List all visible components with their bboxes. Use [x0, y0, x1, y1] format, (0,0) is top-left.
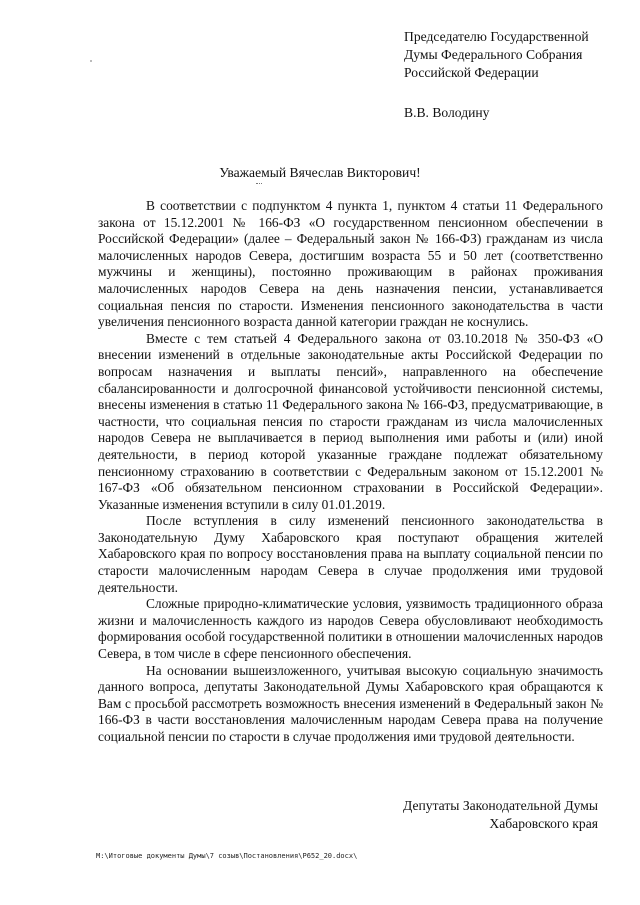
body-paragraph: Вместе с тем статьей 4 Федерального закона от 03.10.2018 № 350-ФЗ «О внесении изменений в отдельные законодательные акты Российской Федерации по вопросам назначения и выплаты пенсий», направленного на обеспечение сбалансированности и долгосрочной финансовой устойчивости пенсионной системы, внесены изменения в статью 11 Федерального закона № 166-ФЗ, предусматривающие, в частности, что социальная пенсия по старости гражданам из числа малочисленных народов Севера не выплачивается в период выполнения ими работы и (или) иной деятельности, в период которой указанные граждане подлежат обязательному пенсионному страхованию в соответствии с Федеральным законом от 15.12.2001 № 167-ФЗ «Об обязательном пенсионном страховании в Российской Федерации». Указанные изменения вступили в силу 01.01.2019.	[98, 330, 603, 512]
body-paragraph: В соответствии с подпунктом 4 пункта 1, пунктом 4 статьи 11 Федерального закона от 15.12.2001 № 166-ФЗ «О государственном пенсионном обеспечении в Российской Федерации» (далее – Федеральный закон № 166-ФЗ) гражданам из числа малочисленных народов Севера, достигшим возраста 55 и 50 лет (соответственно мужчины и женщины), постоянно проживающим в районах проживания малочисленных народов Севера на день назначения пенсии, устанавливается социальная пенсия по старости. Изменения пенсионного законодательства в части увеличения пенсионного возраста данной категории граждан не коснулись.	[98, 198, 603, 330]
body-paragraph: Сложные природно-климатические условия, уязвимость традиционного образа жизни и малочисленность каждого из народов Севера обусловливают необходимость формирования особой государственной политики в отношении малочисленных народов Севера, в том числе в сфере пенсионного обеспечения.	[98, 596, 603, 662]
greeting: Уважаемый Вячеслав Викторович!	[219, 165, 421, 180]
addressee-line: Думы Федерального Собрания	[404, 47, 583, 62]
addressee-line: Российской Федерации	[404, 65, 539, 80]
body-paragraph: После вступления в силу изменений пенсионного законодательства в Законодательную Думу Хабаровского края поступают обращения жителей Хабаровского края по вопросу восстановления права на выплату социальной пенсии по старости малочисленным народам Севера в случае продолжения ими трудовой деятельности.	[98, 513, 603, 595]
signature-line: Хабаровского края	[489, 816, 598, 831]
signature-line: Депутаты Законодательной Думы	[403, 798, 598, 813]
letter-body	[98, 198, 603, 746]
addressee-block	[404, 28, 634, 122]
addressee-line: Председателю Государственной	[404, 29, 589, 44]
file-path-footer: M:\Итоговые документы Думы\7 созыв\Постановления\Р652_20.docx\	[96, 852, 358, 860]
scan-speck	[256, 183, 262, 187]
signature-block	[338, 797, 598, 833]
scan-speck	[90, 60, 92, 62]
addressee-name: В.В. Володину	[404, 105, 490, 120]
body-paragraph: На основании вышеизложенного, учитывая высокую социальную значимость данного вопроса, депутаты Законодательной Думы Хабаровского края обращаются к Вам с просьбой рассмотреть возможность внесения изменений в Федеральный закон № 166-ФЗ в части восстановления малочисленным народам Севера права на получение социальной пенсии по старости в случае продолжения ими трудовой деятельности.	[98, 662, 603, 744]
